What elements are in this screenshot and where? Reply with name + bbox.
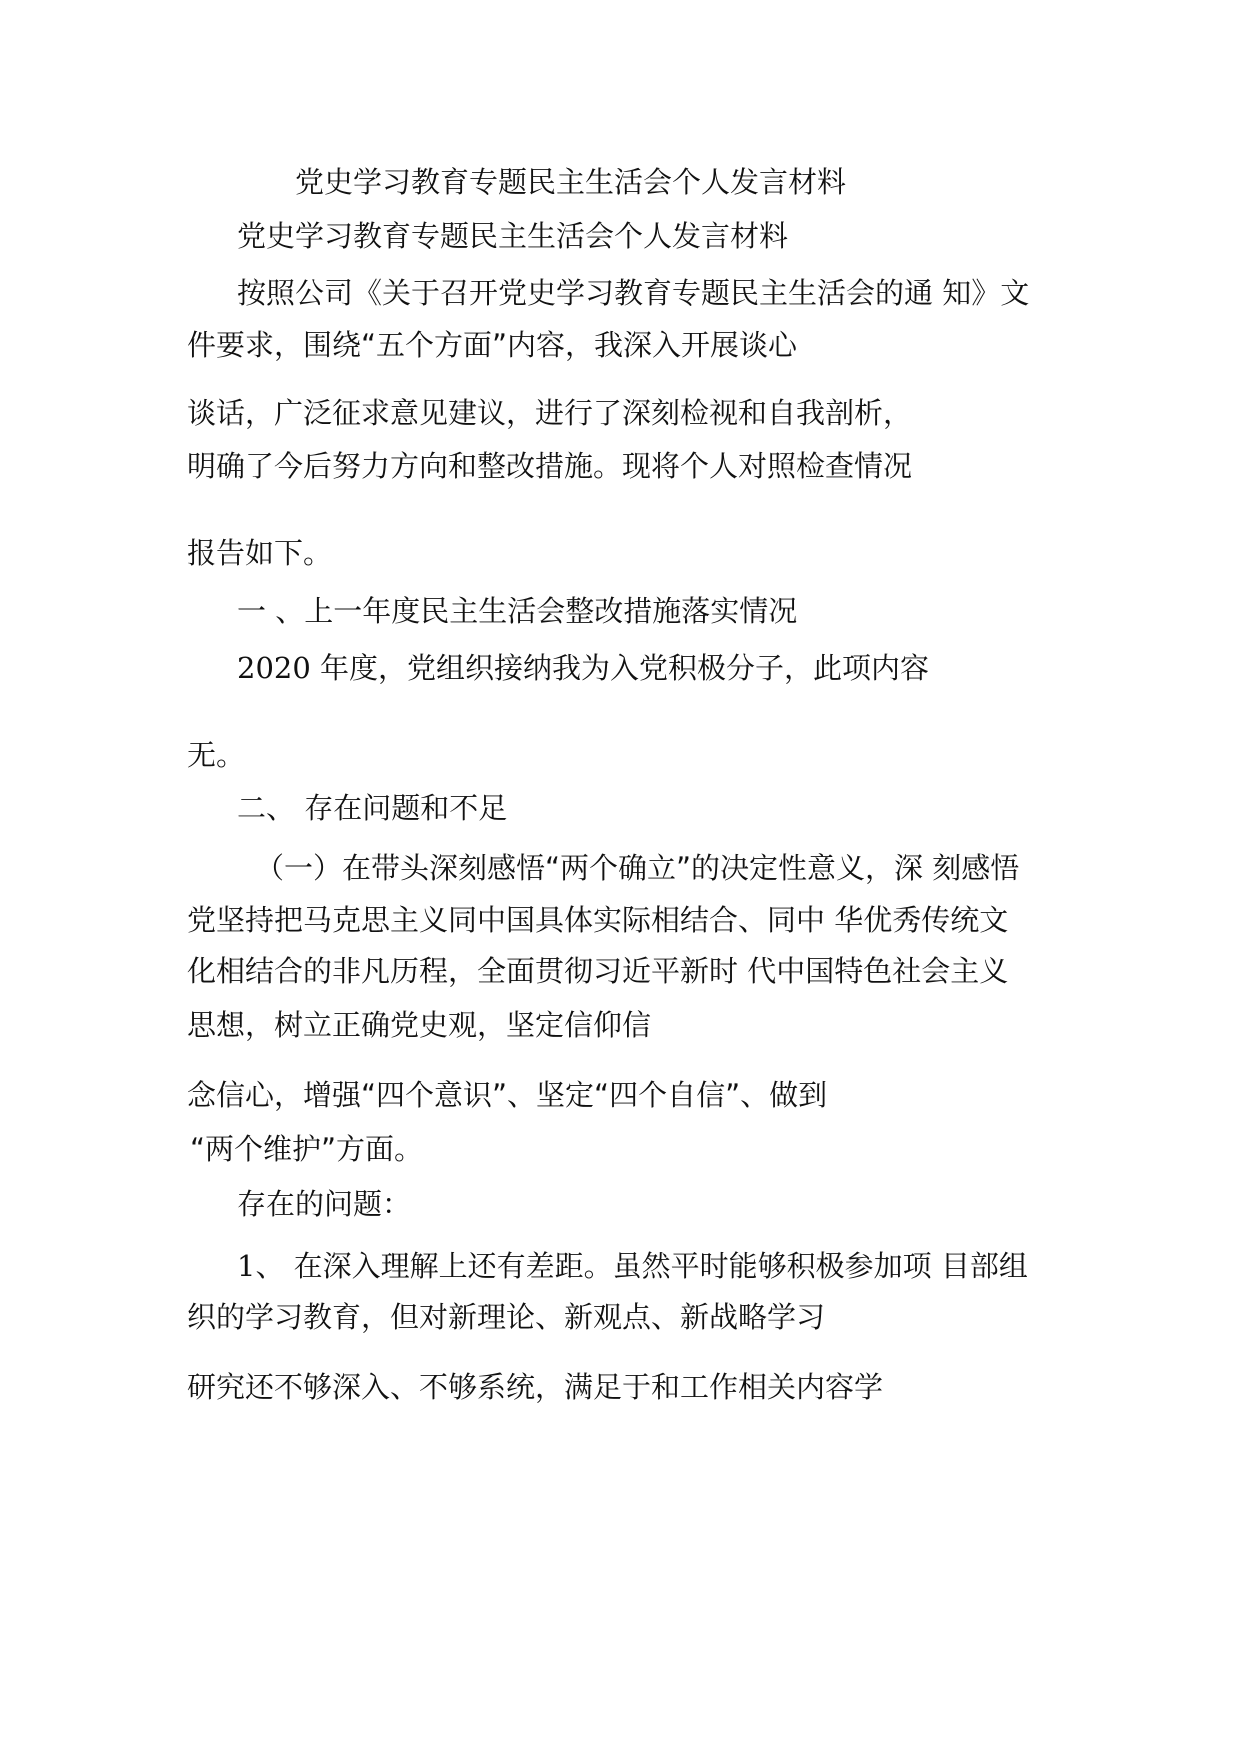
paragraph-line-6: 报告如下。	[187, 536, 333, 570]
document-title: 党史学习教育专题民主生活会个人发言材料	[295, 165, 847, 199]
paragraph-line-10: 党坚持把马克思主义同中国具体实际相结合、同中 华优秀传统文	[187, 903, 1009, 937]
paragraph-line-9: （一）在带头深刻感悟“两个确立”的决定性意义，深 刻感悟	[255, 851, 1020, 885]
paragraph-line-7: 2020 年度，党组织接纳我为入党积极分子，此项内容	[237, 651, 930, 685]
paragraph-line-1: 党史学习教育专题民主生活会个人发言材料	[237, 219, 789, 253]
paragraph-line-17: 织的学习教育，但对新理论、新观点、新战略学习	[187, 1300, 826, 1334]
paragraph-line-15: 存在的问题：	[237, 1187, 412, 1221]
section-heading-2: 二、 存在问题和不足	[237, 791, 508, 825]
paragraph-line-5: 明确了今后努力方向和整改措施。现将个人对照检查情况	[187, 449, 913, 483]
paragraph-line-4: 谈话，广泛征求意见建议，进行了深刻检视和自我剖析，	[187, 396, 913, 430]
paragraph-line-13: 念信心，增强“四个意识”、坚定“四个自信”、做到	[187, 1078, 828, 1112]
paragraph-line-8: 无。	[187, 738, 246, 772]
section-heading-1: 一 、上一年度民主生活会整改措施落实情况	[237, 594, 798, 628]
paragraph-line-16: 1、 在深入理解上还有差距。虽然平时能够积极参加项 目部组	[237, 1249, 1028, 1283]
paragraph-line-3: 件要求，围绕“五个方面”内容，我深入开展谈心	[187, 328, 798, 362]
paragraph-line-12: 思想，树立正确党史观，坚定信仰信	[187, 1008, 652, 1042]
paragraph-line-18: 研究还不够深入、不够系统，满足于和工作相关内容学	[187, 1370, 884, 1404]
paragraph-line-14: “两个维护”方面。	[190, 1132, 424, 1166]
paragraph-line-2: 按照公司《关于召开党史学习教育专题民主生活会的通 知》文	[237, 276, 1030, 310]
paragraph-line-11: 化相结合的非凡历程，全面贯彻习近平新时 代中国特色社会主义	[187, 954, 1009, 988]
